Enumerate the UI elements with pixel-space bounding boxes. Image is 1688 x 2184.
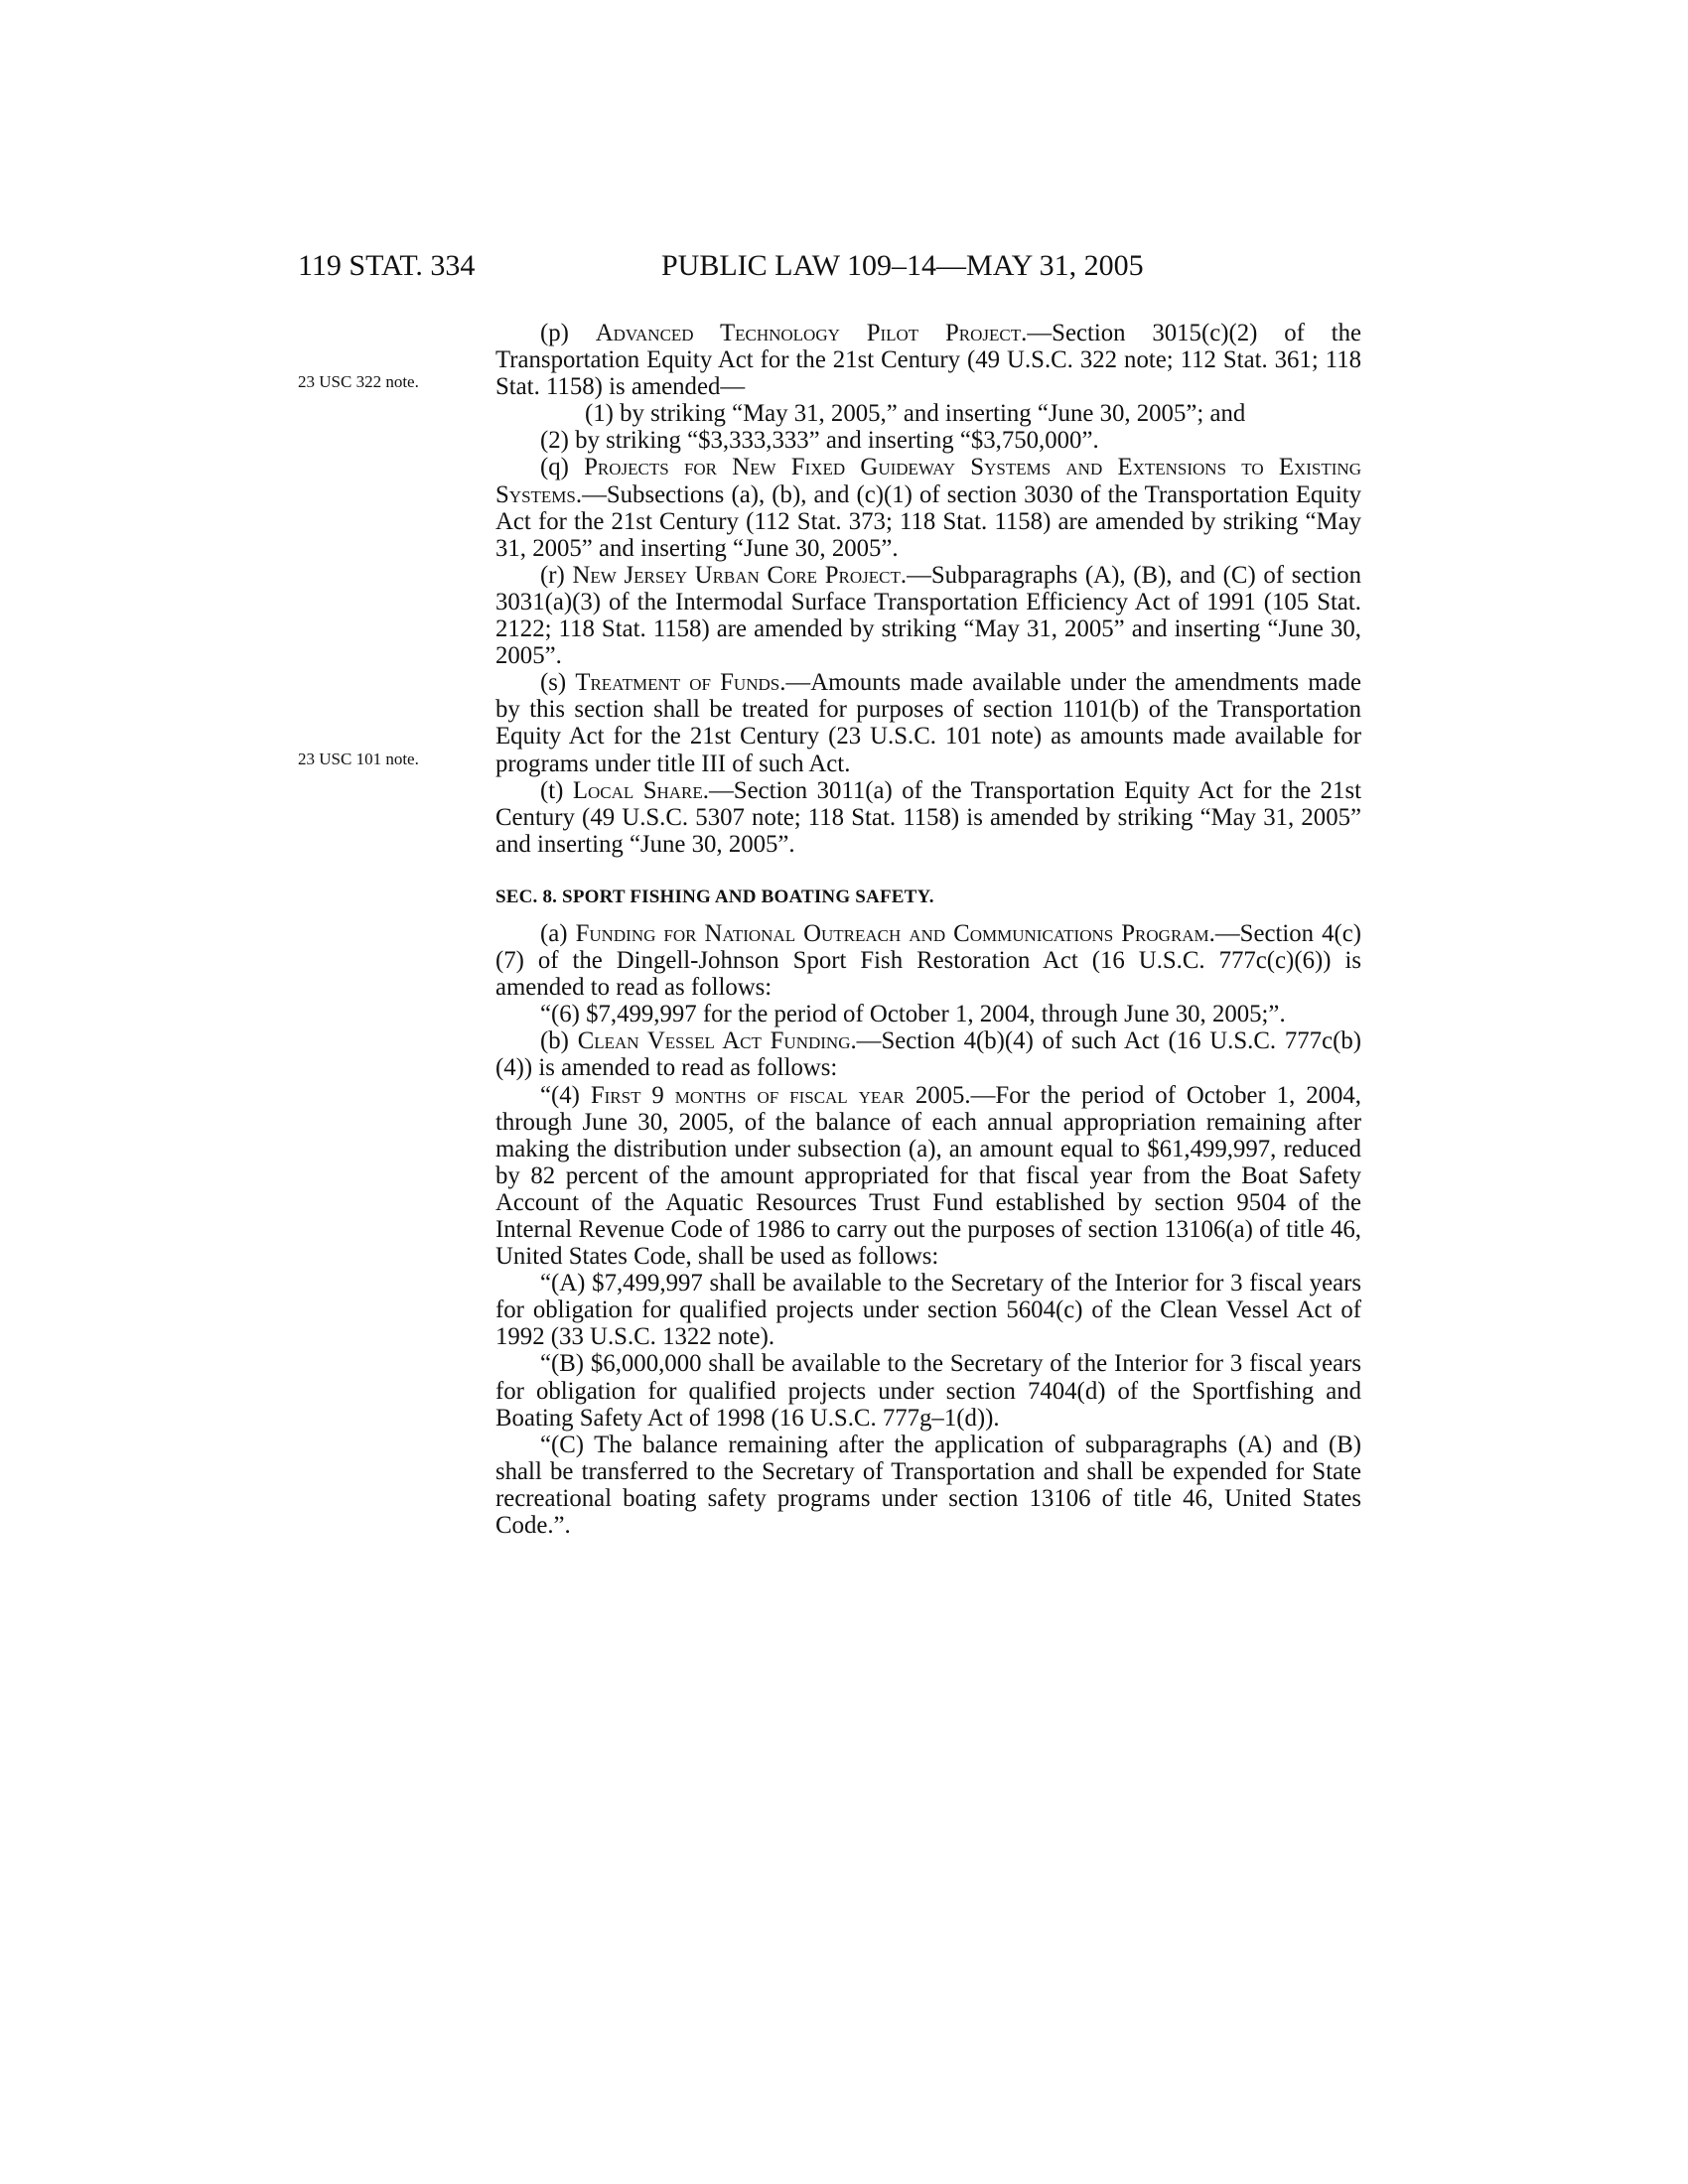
subsection-a: (a) Funding for National Outreach and Communications Program.—Section 4(c)(7) of the Dingell-Johnson Sport Fish Restoration Act (16 U.S.C. 777c(c)(6)) is amended to read as follows: <box>495 919 1361 1002</box>
quoted-subparagraph-a: “(A) $7,499,997 shall be available to the Secretary of the Interior for 3 fiscal years for obligation for qualified projects under section 5604(c) of the Clean Vessel Act of 1992 (33 U.S.C. 1322 note). <box>495 1270 1361 1351</box>
paragraph-p-2: (2) by striking “$3,333,333” and inserting “$3,750,000”. <box>540 427 1099 455</box>
paragraph-p-1: (1) by striking “May 31, 2005,” and inserting “June 30, 2005”; and <box>585 400 1246 428</box>
page-header <box>298 248 1370 288</box>
subsection-heading: Clean Vessel Act Funding. <box>577 1027 857 1055</box>
subsection-b: (b) Clean Vessel Act Funding.—Section 4(b)(4) of such Act (16 U.S.C. 777c(b)(4)) is amended to read as follows: <box>495 1027 1361 1082</box>
subsection-heading: Projects for New Fixed Guideway Systems and Extensions to Existing Systems. <box>495 454 1361 508</box>
subsection-s: (s) Treatment of Funds.—Amounts made available under the amendments made by this section shall be treated for purposes of section 1101(b) of the Transportation Equity Act for the 21st Century (23 U.S.C. 101 note) as amounts made available for programs under title III of such Act. <box>495 669 1361 777</box>
paragraph-heading: First 9 months of fiscal year 2005. <box>590 1081 971 1109</box>
subsection-heading: Funding for National Outreach and Communications Program. <box>575 919 1215 947</box>
subsection-p: (p) Advanced Technology Pilot Project.—Section 3015(c)(2) of the Transportation Equity Act for the 21st Century (49 U.S.C. 322 note; 112 Stat. 361; 118 Stat. 1158) is amended— <box>495 320 1361 401</box>
subsection-q: (q) Projects for New Fixed Guideway Systems and Extensions to Existing Systems.—Subsections (a), (b), and (c)(1) of section 3030 of the Transportation Equity Act for the 21st Century (112 Stat. 373; 118 Stat. 1158) are amended by striking “May 31, 2005” and inserting “June 30, 2005”. <box>495 454 1361 562</box>
subsection-heading: Local Share. <box>572 776 709 804</box>
document-body <box>495 320 1361 1539</box>
subsection-heading: Advanced Technology Pilot Project. <box>595 320 1028 346</box>
quoted-subparagraph-c: “(C) The balance remaining after the application of subparagraphs (A) and (B) shall be transferred to the Secretary of Transportation and shall be expended for State recreational boating safety programs under section 13106 of title 46, United States Code.”. <box>495 1431 1361 1540</box>
quoted-paragraph-6: “(6) $7,499,997 for the period of October 1, 2004, through June 30, 2005;”. <box>540 1001 1286 1028</box>
quoted-subparagraph-b: “(B) $6,000,000 shall be available to the Secretary of the Interior for 3 fiscal years for obligation for qualified projects under section 7404(d) of the Sportfishing and Boating Safety Act of 1998 (16 U.S.C. 777g–1(d)). <box>495 1350 1361 1432</box>
running-title: PUBLIC LAW 109–14—MAY 31, 2005 <box>661 249 1144 282</box>
subsection-t: (t) Local Share.—Section 3011(a) of the Transportation Equity Act for the 21st Century (49 U.S.C. 5307 note; 118 Stat. 1158) is amended by striking “May 31, 2005” and inserting “June 30, 2005”. <box>495 776 1361 858</box>
margin-note-usc-101: 23 USC 101 note. <box>298 750 419 768</box>
statute-page-number: 119 STAT. 334 <box>298 249 476 282</box>
quoted-paragraph-4: “(4) First 9 months of fiscal year 2005.—For the period of October 1, 2004, through June 30, 2005, of the balance of each annual appropriation remaining after making the distribution under subsection (a), an amount equal to $61,499,997, reduced by 82 percent of the amount appropriated for that fiscal year from the Boat Safety Account of the Aquatic Resources Trust Fund established by section 9504 of the Internal Revenue Code of 1986 to carry out the purposes of section 13106(a) of title 46, United States Code, shall be used as follows: <box>495 1081 1361 1271</box>
subsection-heading: New Jersey Urban Core Project. <box>572 561 908 589</box>
subsection-r: (r) New Jersey Urban Core Project.—Subparagraphs (A), (B), and (C) of section 3031(a)(3) of the Intermodal Surface Transportation Efficiency Act of 1991 (105 Stat. 2122; 118 Stat. 1158) are amended by striking “May 31, 2005” and inserting “June 30, 2005”. <box>495 561 1361 670</box>
section-heading: SEC. 8. SPORT FISHING AND BOATING SAFETY. <box>495 886 934 907</box>
subsection-heading: Treatment of Funds. <box>575 669 786 697</box>
margin-note-usc-322: 23 USC 322 note. <box>298 372 419 391</box>
